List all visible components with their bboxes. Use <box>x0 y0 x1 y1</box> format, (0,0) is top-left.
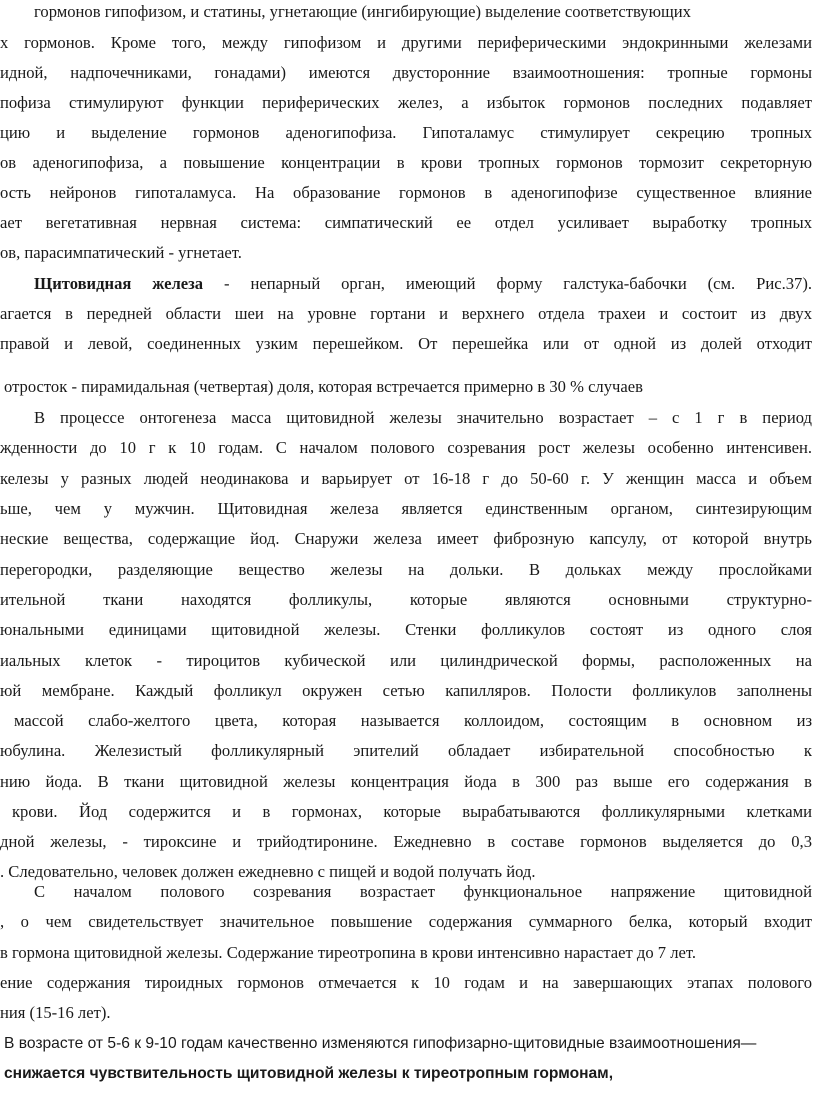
line-text: келезы у разных людей неодинакова и варьирует от 16-18 г до 50-60 г. У женщин масса и объем <box>0 469 812 488</box>
line-text: в гормона щитовидной железы. Содержание тиреотропина в крови интенсивно нарастает до 7 лет. <box>0 943 697 962</box>
text-line <box>0 93 812 113</box>
line-text: отросток - пирамидальная (четвертая) доля, которая встречается примерно в 30 % случаев <box>4 377 643 396</box>
line-text: юбулина. Железистый фолликулярный эпителий обладает избирательной способностью к <box>0 741 812 760</box>
text-line <box>0 33 812 53</box>
text-line <box>0 213 812 233</box>
line-text: С началом полового созревания возрастает функциональное напряжение щитовидной <box>34 882 812 901</box>
line-text: нию йода. В ткани щитовидной железы концентрация йода в 300 раз выше его содержания в <box>0 772 812 791</box>
text-line <box>0 862 812 882</box>
text-line <box>0 620 812 640</box>
line-text: пофиза стимулируют функции периферических желез, а избыток гормонов последних подавляет <box>0 93 812 112</box>
line-text: перегородки, разделяющие вещество железы на дольки. В дольках между прослойками <box>0 560 812 579</box>
text-line <box>0 334 812 354</box>
line-text: ьше, чем у мужчин. Щитовидная железа является единственным органом, синтезирующим <box>0 499 812 518</box>
line-text: , о чем свидетельствует значительное повышение содержания суммарного белка, который входит <box>0 912 812 931</box>
line-text: В процессе онтогенеза масса щитовидной железы значительно возрастает – с 1 г в период <box>34 408 812 427</box>
line-text: жденности до 10 г к 10 годам. С началом полового созревания рост железы особенно интенсивен. <box>0 438 812 457</box>
text-line <box>0 408 812 428</box>
line-text: дной железы, - тироксине и трийодтиронине. Ежедневно в составе гормонов выделяется до 0,3 <box>0 832 812 851</box>
text-line <box>0 183 812 203</box>
text-line <box>0 832 812 852</box>
line-text: ов, парасимпатический - угнетает. <box>0 243 242 262</box>
text-line <box>0 943 812 963</box>
text-line <box>0 499 812 519</box>
text-line <box>0 438 812 458</box>
line-text: неские вещества, содержащие йод. Снаружи железа имеет фиброзную капсулу, от которой внутрь <box>0 529 812 548</box>
line-text: х гормонов. Кроме того, между гипофизом и другими периферическими эндокринными железами <box>0 33 812 52</box>
text-line <box>0 912 812 932</box>
line-text: гормонов гипофизом, и статины, угнетающие (ингибирующие) выделение соответствующих <box>34 2 691 21</box>
text-line <box>0 274 812 294</box>
line-text: ния (15-16 лет). <box>0 1003 111 1022</box>
line-text: ительной ткани находятся фолликулы, которые являются основными структурно- <box>0 590 812 609</box>
line-text: агается в передней области шеи на уровне гортани и верхнего отдела трахеи и состоит из двух <box>0 304 812 323</box>
text-line <box>0 973 812 993</box>
text-line <box>0 1064 812 1084</box>
text-line <box>0 681 812 701</box>
text-line <box>0 711 812 731</box>
text-line <box>0 741 812 761</box>
line-text: крови. Йод содержится и в гормонах, которые вырабатываются фолликулярными клетками <box>12 802 812 821</box>
text-line <box>0 529 812 549</box>
line-text: иальных клеток - тироцитов кубической или цилиндрической формы, расположенных на <box>0 651 812 670</box>
line-text: ает вегетативная нервная система: симпатический ее отдел усиливает выработку тропных <box>0 213 812 232</box>
bold-term: Щитовидная железа <box>34 274 204 293</box>
line-text: идной, надпочечниками, гонадами) имеются двусторонние взаимоотношения: тропные гормоны <box>0 63 812 82</box>
text-line <box>0 153 812 173</box>
text-line <box>0 882 812 902</box>
line-text: цию и выделение гормонов аденогипофиза. Гипоталамус стимулирует секрецию тропных <box>0 123 812 142</box>
line-text: правой и левой, соединенных узким перешейком. От перешейка или от одной из долей отходит <box>0 334 812 353</box>
line-text: В возрасте от 5-6 к 9-10 годам качественно изменяются гипофизарно-щитовидные взаимоотношения— <box>4 1035 757 1052</box>
text-line <box>0 590 812 610</box>
text-line <box>0 1034 812 1054</box>
line-text: - непарный орган, имеющий форму галстука-бабочки (см. Рис.37). <box>203 274 812 293</box>
text-line <box>0 651 812 671</box>
text-line <box>0 1003 812 1023</box>
text-line <box>0 243 812 263</box>
line-text: . Следовательно, человек должен ежедневно с пищей и водой получать йод. <box>0 862 536 881</box>
text-line <box>0 377 812 397</box>
line-text: ов аденогипофиза, а повышение концентрации в крови тропных гормонов тормозит секреторную <box>0 153 812 172</box>
text-line <box>0 469 812 489</box>
line-text: снижается чувствительность щитовидной железы к тиреотропным гормонам, <box>4 1065 614 1082</box>
line-text: ость нейронов гипоталамуса. На образование гормонов в аденогипофизе существенное влияние <box>0 183 812 202</box>
text-line <box>0 772 812 792</box>
text-line <box>0 560 812 580</box>
text-line <box>0 304 812 324</box>
text-line <box>0 802 812 822</box>
text-line <box>0 123 812 143</box>
line-text: массой слабо-желтого цвета, которая называется коллоидом, состоящим в основном из <box>14 711 812 730</box>
text-line <box>0 63 812 83</box>
line-text: юнальными единицами щитовидной железы. Стенки фолликулов состоят из одного слоя <box>0 620 812 639</box>
line-text: юй мембране. Каждый фолликул окружен сетью капилляров. Полости фолликулов заполнены <box>0 681 812 700</box>
line-text: ение содержания тироидных гормонов отмечается к 10 годам и на завершающих этапах полового <box>0 973 812 992</box>
text-line <box>0 2 812 22</box>
